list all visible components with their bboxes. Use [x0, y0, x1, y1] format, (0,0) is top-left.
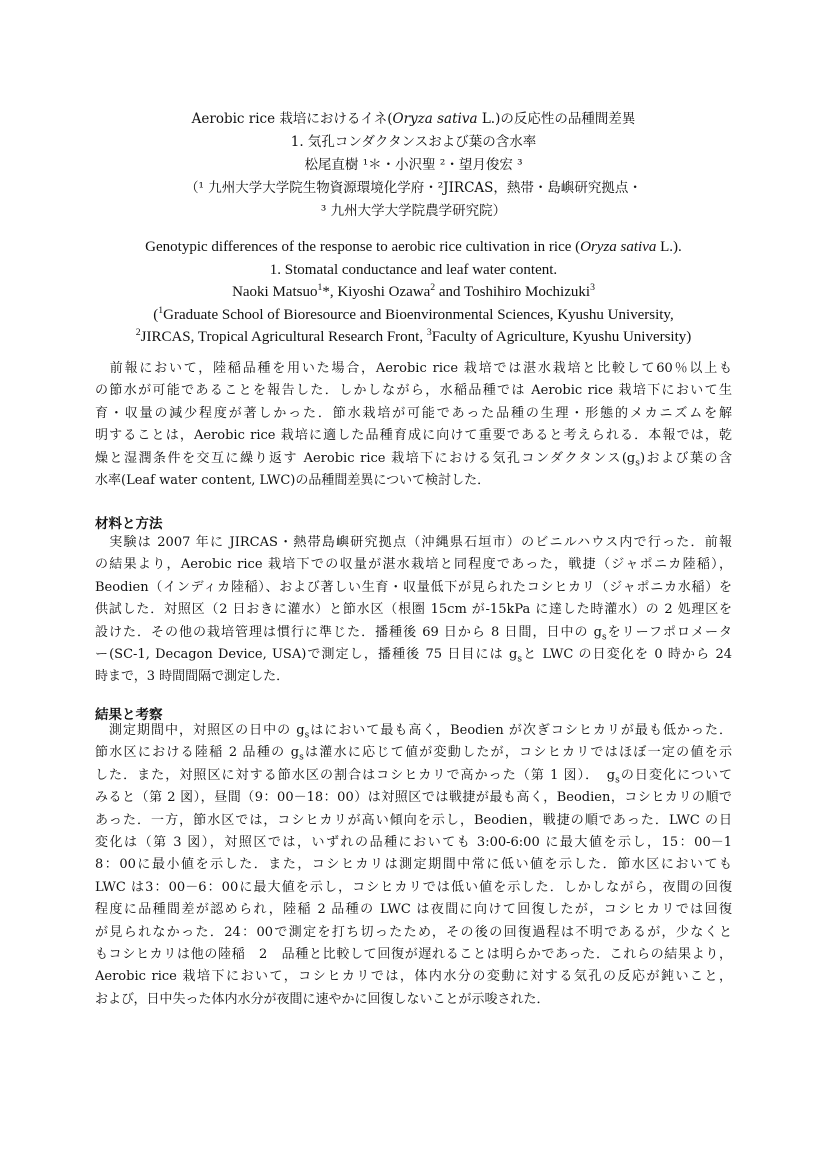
japanese-title-block: [100, 108, 727, 223]
subscript: s: [304, 730, 310, 741]
subscript: s: [635, 458, 640, 469]
jp-title-text: Aerobic rice 栽培におけるイネ(: [191, 111, 393, 127]
jp-affiliations: （¹ 九州大学大学院生物資源環境化学府・²JIRCAS，熱帯・島嶼研究拠点・: [185, 180, 642, 196]
text-segment: 測定期間中，対照区の日中の g: [95, 723, 305, 738]
methods-heading: 材料と方法: [95, 516, 163, 532]
en-title-text: Genotypic differences of the response to aerobic rice cultivation in rice (: [145, 239, 581, 255]
methods-paragraph: [95, 532, 732, 689]
en-authors: [80, 281, 747, 304]
text-line: 変化は（第 3 図），対照区では，いずれの品種においても 3:00-6:00 に最大値を示し，15：00－1: [95, 834, 732, 850]
species-name: Oryza sativa: [580, 239, 657, 255]
jp-subtitle: 1. 気孔コンダクタンスおよび葉の含水率: [290, 134, 537, 150]
affiliation-marker: 1: [317, 282, 323, 293]
text-line: 時まで，3 時間間隔で測定した．: [95, 669, 290, 685]
jp-title-line: [100, 108, 727, 131]
text-line: 8：00に最小値を示した．また，コシヒカリは測定期間中常に低い値を示した．節水区においても: [95, 857, 732, 873]
text-line: および，日中失った体内水分が夜間に速やかに回復しないことが示唆された．: [95, 991, 550, 1007]
text-line: 供試した．対照区（2 日おきに灌水）と節水区（根圏 15cm が-15kPa に達した時灌水）の 2 処理区を: [95, 602, 732, 618]
affiliation-marker: 3: [590, 282, 595, 293]
species-name: Oryza sativa: [392, 111, 478, 127]
affiliation-marker: 2: [430, 282, 436, 293]
subscript: s: [299, 752, 304, 763]
text-line: もコシヒカリは他の陸稲 2 品種と比較して回復が遅れることは明らかであった．これらの結果より，: [95, 946, 732, 962]
text-segment: した．また，対照区に対する節水区の割合はコシヒカリで高かった（第 1 図）． g: [95, 767, 616, 783]
text-line: あった．一方，節水区では，コシヒカリが高い傾向を示し，Beodien，戦捷の順であった．LWC の日: [95, 812, 732, 828]
text-segment: )および葉の含: [639, 450, 732, 466]
text-line: 明することは，Aerobic rice 栽培に適した品種育成に向けて重要であると考えられる．本報では，乾: [95, 428, 732, 444]
affiliation-text: Faculty of Agriculture, Kyushu University): [431, 329, 692, 345]
text-line: [95, 644, 732, 666]
en-title-line: [80, 236, 747, 259]
text-segment: 節水区における陸稲 2 品種の g: [95, 745, 300, 761]
english-title-block: [80, 236, 747, 349]
jp-affiliations: ³ 九州大学大学院農学研究院）: [320, 203, 507, 219]
affiliation-marker: 2: [135, 327, 141, 338]
text-segment: はにおいて最も高く，Beodien が次ぎコシヒカリが最も低かった．: [309, 723, 732, 738]
text-line: 育・収量の減少程度が著しかった．節水栽培が可能であった品種の生理・形態的メカニズムを解: [95, 405, 732, 421]
text-line: [95, 622, 732, 644]
subscript: s: [517, 654, 523, 665]
author-name: *, Kiyoshi Ozawa: [322, 284, 431, 300]
text-line: [95, 765, 732, 787]
intro-paragraph: [95, 358, 732, 492]
text-segment: は灌水に応じて値が変動したが，コシヒカリではほぼ一定の値を示: [303, 745, 732, 761]
author-name: and Toshihiro Mochizuki: [435, 284, 591, 300]
en-affiliation: [80, 326, 747, 349]
text-line: 程度に品種間差が認められ，陸稲 2 品種の LWC は夜間に向けて回復したが，コシヒカリでは回復: [95, 902, 732, 918]
paren: (: [153, 306, 159, 323]
affiliation-marker: 3: [426, 327, 432, 338]
text-line: 前報において，陸稲品種を用いた場合，Aerobic rice 栽培では湛水栽培と比較して60％以上も: [95, 361, 732, 376]
text-line: 水率(Leaf water content, LWC)の品種間差異について検討した．: [95, 472, 491, 488]
subscript: s: [615, 775, 620, 786]
results-heading: 結果と考察: [95, 707, 163, 723]
text-line: Beodien（インディカ陸稲）、および著しい生育・収量低下が見られたコシヒカリ（ジャポニカ水稲）を: [95, 579, 732, 595]
en-affiliation: [80, 304, 747, 327]
text-segment: ー(SC-1, Decagon Device, USA)で測定し，播種後 75 日目には g: [95, 646, 518, 662]
affiliation-marker: 1: [158, 304, 164, 316]
text-segment: 設けた．その他の栽培管理は慣行に準じた．播種後 69 日から 8 日間，日中の g: [95, 624, 602, 640]
affiliation-text: Graduate School of Bioresource and Bioenvironmental Sciences, Kyushu University,: [163, 306, 674, 323]
affiliation-text: JIRCAS, Tropical Agricultural Research Front,: [140, 329, 427, 345]
text-segment: の日変化について: [619, 767, 732, 783]
text-line: LWC は3：00－6：00に最大値を示し，コシヒカリでは低い値を示した．しかしながら，夜間の回復: [95, 879, 732, 895]
text-line: の節水が可能であることを報告した．しかしながら，水稲品種では Aerobic rice 栽培下において生: [95, 383, 732, 399]
results-paragraph: [95, 720, 732, 1011]
text-segment: と LWC の日変化を 0 時から 24: [522, 646, 732, 662]
en-title-text: L.).: [656, 239, 682, 255]
jp-title-text: L.)の反応性の品種間差異: [477, 111, 636, 127]
text-line: みると（第 2 図），昼間（9：00－18：00）は対照区では戦捷が最も高く，Beodien，コシヒカリの順で: [95, 790, 732, 806]
subscript: s: [601, 632, 607, 643]
text-line: Aerobic rice 栽培下において，コシヒカリでは，体内水分の変動に対する気孔の反応が鈍いこと，: [95, 969, 732, 985]
text-line: が見られなかった．24：00で測定を打ち切ったため，その後の回復過程は不明であるが，少なくと: [95, 924, 732, 940]
jp-authors: 松尾直樹 ¹＊・小沢聖 ²・望月俊宏 ³: [304, 157, 523, 173]
text-line: [95, 720, 732, 742]
text-segment: 燥と湿潤条件を交互に繰り返す Aerobic rice 栽培下における気孔コンダクタンス(g: [95, 450, 636, 466]
author-name: Naoki Matsuo: [232, 284, 318, 300]
text-line: [95, 742, 732, 764]
text-line: [95, 448, 732, 470]
en-subtitle: 1. Stomatal conductance and leaf water content.: [269, 261, 558, 278]
text-line: 実験は 2007 年に JIRCAS・熱帯島嶼研究拠点（沖縄県石垣市）のビニルハウス内で行った．前報: [95, 535, 732, 550]
text-segment: をリーフポロメータ: [606, 624, 732, 640]
text-line: の結果より，Aerobic rice 栽培下での収量が湛水栽培と同程度であった，戦捷（ジャポニカ陸稲），: [95, 557, 732, 573]
